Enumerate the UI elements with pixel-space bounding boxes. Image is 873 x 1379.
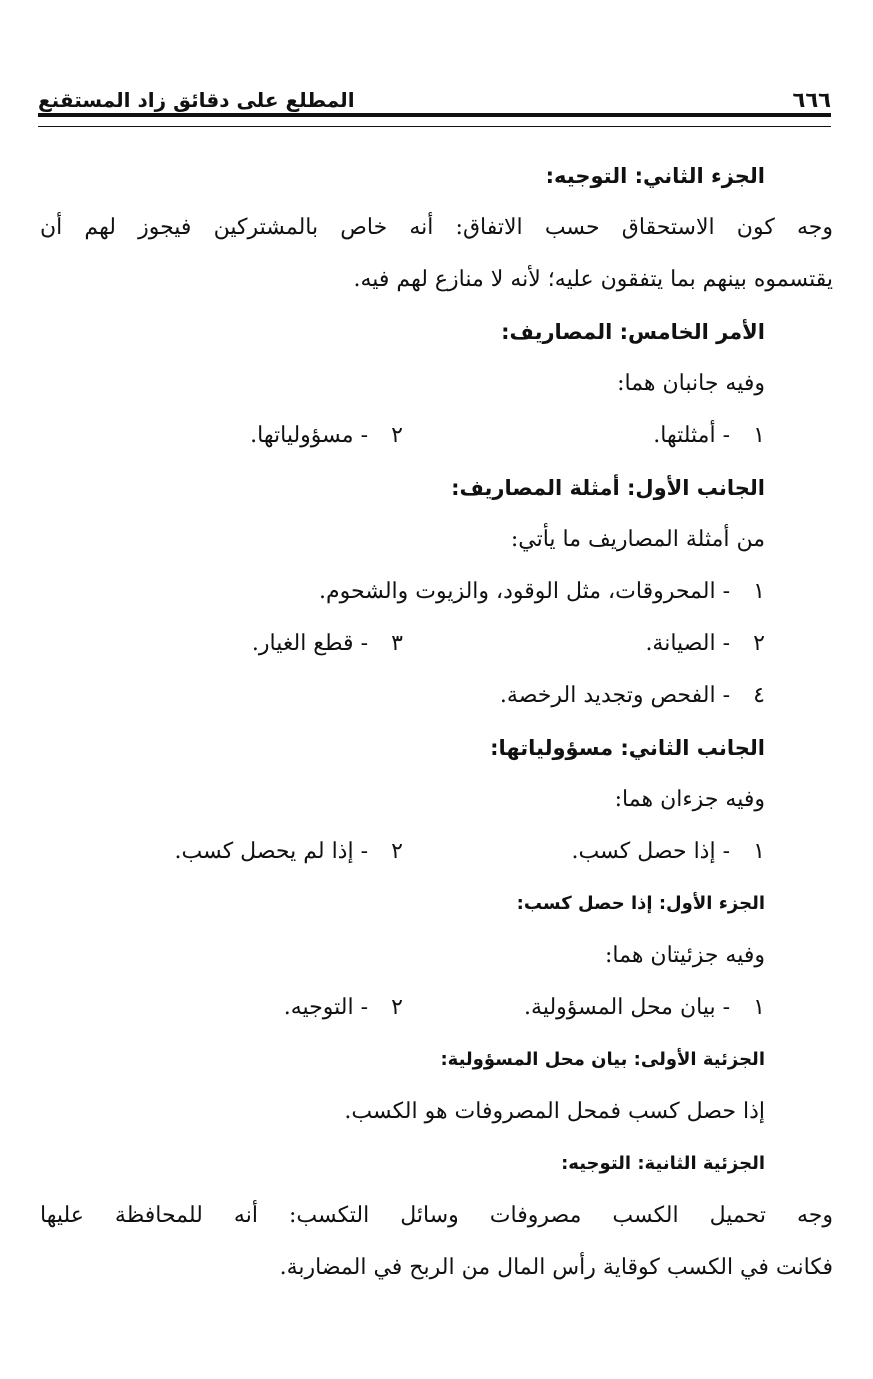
- item-number: ٢: [753, 631, 765, 656]
- item-text: - بيان محل المسؤولية.: [524, 995, 731, 1020]
- list-item: [403, 410, 765, 462]
- list-item: [403, 618, 765, 670]
- item-number: ٢: [391, 839, 403, 864]
- paragraph-line: إذا حصل كسب فمحل المصروفات هو الكسب.: [344, 1099, 765, 1124]
- section-heading: الجانب الثاني: مسؤولياتها:: [490, 736, 765, 760]
- section-heading: الأمر الخامس: المصاريف:: [501, 320, 765, 344]
- list-item: [252, 618, 403, 670]
- item-text: - الصيانة.: [645, 631, 731, 656]
- item-number: ٣: [391, 631, 403, 656]
- intro-line: وفيه جانبان هما:: [617, 371, 765, 396]
- subsection-heading: الجزئية الأولى: بيان محل المسؤولية:: [440, 1049, 765, 1070]
- item-text: - الفحص وتجديد الرخصة.: [499, 683, 731, 708]
- page-header: [38, 78, 831, 112]
- item-text: - إذا حصل كسب.: [571, 839, 731, 864]
- list-item: [174, 826, 403, 878]
- list-item: [40, 566, 765, 618]
- item-text: - إذا لم يحصل كسب.: [174, 839, 369, 864]
- section-heading: الجانب الأول: أمثلة المصاريف:: [451, 476, 765, 500]
- list-row: [40, 982, 765, 1034]
- paragraph-line: وجه كون الاستحقاق حسب الاتفاق: أنه خاص بالمشتركين فيجوز لهم أن: [40, 215, 833, 240]
- item-number: ١: [753, 995, 765, 1020]
- item-number: ٢: [391, 423, 403, 448]
- item-number: ١: [753, 839, 765, 864]
- item-number: ٢: [391, 995, 403, 1020]
- paragraph-line: فكانت في الكسب كوقاية رأس المال من الربح في المضاربة.: [279, 1255, 833, 1280]
- subsection-heading: الجزئية الثانية: التوجيه:: [561, 1153, 765, 1174]
- list-item: [403, 826, 765, 878]
- item-text: - قطع الغيار.: [251, 631, 369, 656]
- list-row: [40, 618, 765, 670]
- intro-line: من أمثلة المصاريف ما يأتي:: [510, 527, 765, 552]
- section-heading: الجزء الثاني: التوجيه:: [545, 164, 765, 188]
- item-text: - التوجيه.: [283, 995, 369, 1020]
- list-item: [403, 982, 765, 1034]
- intro-line: وفيه جزءان هما:: [614, 787, 765, 812]
- item-text: - المحروقات، مثل الوقود، والزيوت والشحوم.: [319, 579, 731, 604]
- item-number: ١: [753, 423, 765, 448]
- page-number: ٦٦٦: [792, 88, 831, 112]
- item-number: ١: [753, 579, 765, 604]
- list-row: [40, 410, 765, 462]
- book-title: المطلع على دقائق زاد المستقنع: [38, 88, 355, 112]
- paragraph-line: وجه تحميل الكسب مصروفات وسائل التكسب: أنه للمحافظة عليها: [40, 1203, 833, 1228]
- item-text: - أمثلتها.: [653, 423, 731, 448]
- header-rule: [38, 113, 831, 127]
- item-number: ٤: [753, 683, 765, 708]
- subsection-heading: الجزء الأول: إذا حصل كسب:: [516, 893, 765, 914]
- page-body: [40, 150, 833, 1294]
- list-item: [40, 670, 765, 722]
- list-row: [40, 826, 765, 878]
- item-text: - مسؤولياتها.: [250, 423, 369, 448]
- list-item: [284, 982, 403, 1034]
- paragraph-line: يقتسموه بينهم بما يتفقون عليه؛ لأنه لا منازع لهم فيه.: [353, 267, 833, 292]
- intro-line: وفيه جزئيتان هما:: [605, 943, 765, 968]
- list-item: [250, 410, 403, 462]
